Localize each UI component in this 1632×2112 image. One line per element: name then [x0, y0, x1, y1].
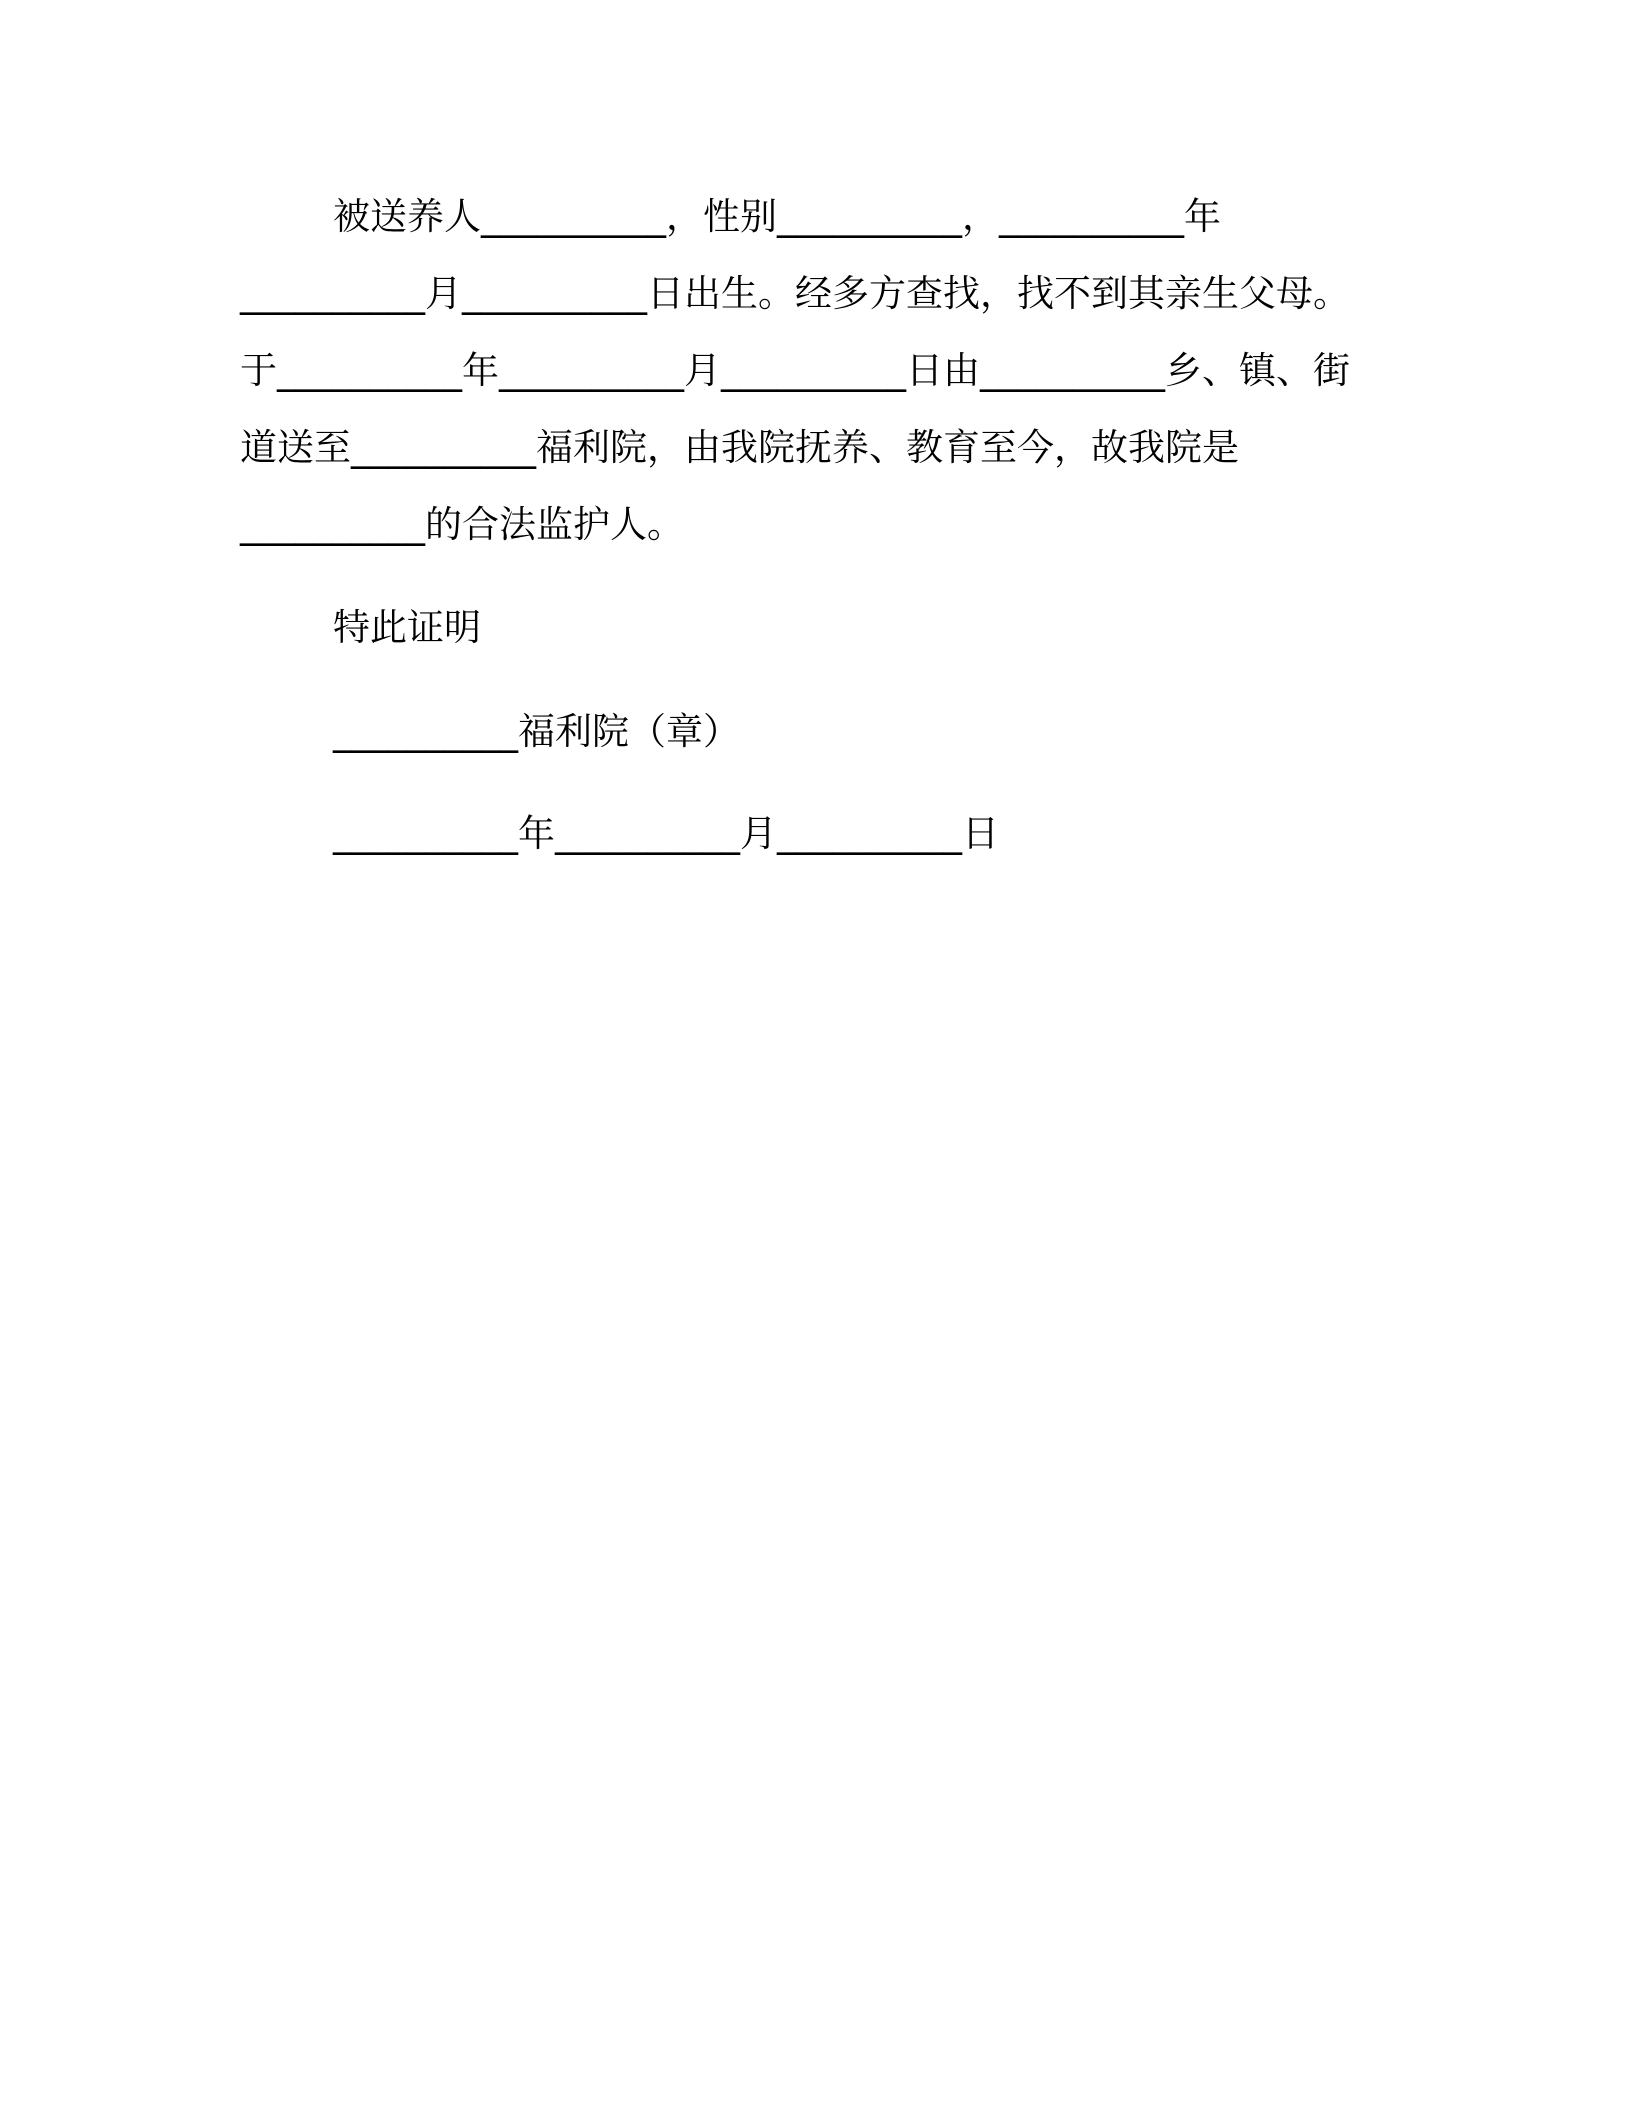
- body-line-3: 于__________年__________月__________日由__________乡、镇、街: [240, 349, 1350, 392]
- body-line-4: 道送至__________福利院，由我院抚养、教育至今，故我院是: [240, 426, 1239, 469]
- date-line: __________年__________月__________日: [333, 812, 999, 855]
- body-line-5: __________的合法监护人。: [240, 503, 684, 546]
- body-line-1: 被送养人__________，性别__________，__________年: [333, 195, 1221, 238]
- body-line-2: __________月__________日出生。经多方查找，找不到其亲生父母。: [240, 272, 1350, 315]
- body-paragraph: [240, 178, 1350, 563]
- closing-text: 特此证明: [333, 606, 481, 649]
- signature-line: __________福利院（章）: [333, 710, 740, 753]
